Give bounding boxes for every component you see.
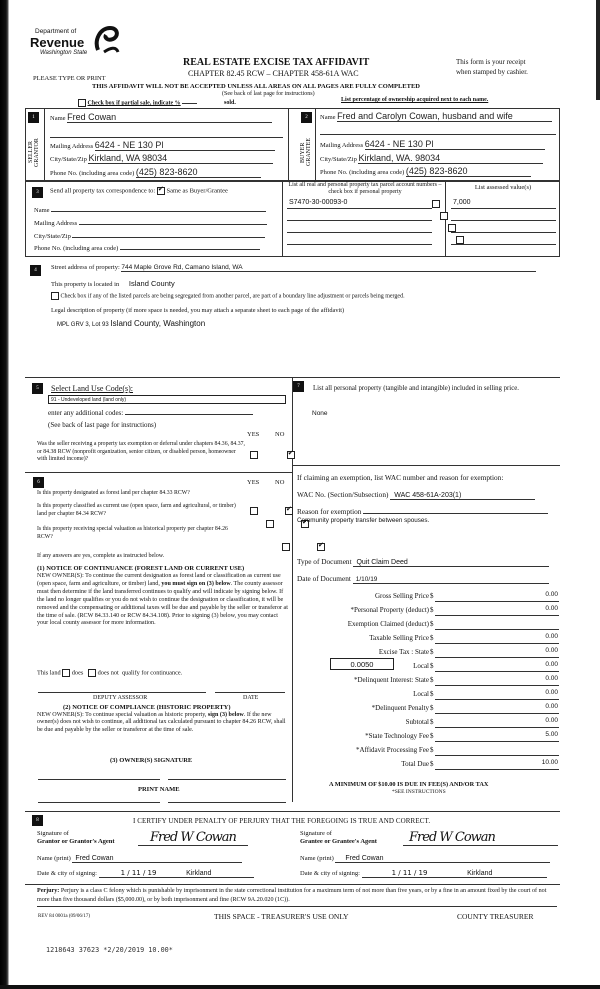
assessed-value-field[interactable] bbox=[451, 235, 556, 245]
scan-edge-right bbox=[596, 0, 600, 100]
segregated-row bbox=[51, 292, 405, 300]
grantor-date-label: Date & city of signing: bbox=[37, 870, 97, 877]
date-label: DATE bbox=[243, 695, 259, 701]
seller-label: SELLER bbox=[28, 141, 34, 164]
section-6-question: Is this property receiving special valuation as historical property per chapter 84.26 RCW? bbox=[37, 526, 228, 540]
fee-row bbox=[300, 634, 560, 644]
grantor-date-row bbox=[37, 869, 254, 878]
perjury-bold: Perjury: bbox=[37, 888, 60, 894]
send-correspondence bbox=[50, 187, 228, 195]
fee-row bbox=[300, 746, 560, 756]
personal-property-value[interactable]: None bbox=[312, 410, 328, 417]
does-not-checkbox[interactable] bbox=[88, 669, 96, 677]
additional-codes-field[interactable] bbox=[125, 414, 253, 415]
print-name-label: PRINT NAME bbox=[138, 786, 180, 793]
fee-underline bbox=[435, 713, 559, 714]
dor-swirl-icon bbox=[94, 26, 120, 54]
corr-phone-row bbox=[34, 245, 260, 252]
fee-underline bbox=[435, 671, 559, 672]
grantee-date-label: Date & city of signing: bbox=[300, 870, 360, 877]
fee-label: *Delinquent Interest: State bbox=[353, 676, 429, 684]
buyer-side-label bbox=[300, 130, 312, 175]
personal-property-checkbox[interactable] bbox=[440, 212, 448, 220]
corr-mailing-row bbox=[34, 220, 267, 227]
section-divider bbox=[25, 811, 560, 812]
grantee-date-field[interactable] bbox=[362, 869, 547, 878]
fee-row bbox=[300, 648, 560, 658]
divider bbox=[315, 108, 316, 181]
fee-row bbox=[300, 662, 560, 672]
print-name-line-2 bbox=[168, 802, 286, 803]
street-label: Street address of property: bbox=[51, 264, 120, 271]
doc-type-field[interactable]: Quit Claim Deed bbox=[353, 559, 549, 567]
partial-sale bbox=[78, 99, 197, 107]
minimum-note: A MINIMUM OF $10.00 IS DUE IN FEE(S) AND/OR TAX bbox=[329, 781, 489, 788]
seller-side-label bbox=[28, 130, 40, 175]
land-use-title: Select Land Use Code(s): bbox=[51, 384, 133, 393]
fee-value[interactable]: 0.00 bbox=[545, 661, 558, 668]
grantor-name-label: Name (print) bbox=[37, 855, 71, 862]
reason-row bbox=[297, 507, 548, 516]
seller-phone-label: Phone No. (including area code) bbox=[50, 170, 135, 177]
buyer-phone-row bbox=[320, 166, 531, 177]
doc-date-label: Date of Document bbox=[297, 574, 351, 583]
notice1-title: (1) NOTICE OF CONTINUANCE (FOREST LAND OR CURRENT USE) bbox=[37, 565, 245, 572]
logo-line1: Department of bbox=[35, 28, 77, 35]
fee-underline bbox=[435, 643, 559, 644]
send-label: Send all property tax correspondence to: bbox=[50, 187, 156, 195]
fee-label: Exemption Claimed (deduct) bbox=[347, 620, 429, 628]
fee-label: Local bbox=[413, 690, 429, 698]
seller-mailing-field[interactable]: 6424 - NE 130 Pl bbox=[95, 140, 275, 151]
notice2-title: (2) NOTICE OF COMPLIANCE (HISTORIC PROPERTY) bbox=[63, 704, 231, 711]
currency-symbol: $ bbox=[430, 606, 434, 614]
fee-label: Local bbox=[413, 662, 429, 670]
partial-sale-label: Check box if partial sale, indicate % bbox=[87, 100, 181, 107]
street-field[interactable]: 744 Maple Grove Rd, Camano Island, WA bbox=[121, 264, 536, 272]
buyer-phone-label: Phone No. (including area code) bbox=[320, 169, 405, 176]
owner-signature-line-1 bbox=[38, 779, 160, 780]
logo-line3: Washington State bbox=[40, 50, 88, 56]
assessed-value-field[interactable] bbox=[451, 211, 556, 221]
notice1-text-a: NEW OWNER(S): To continue the current designation as forest land or classification as current use (open space, farm and agriculture, or timber) land, bbox=[37, 573, 281, 587]
grantee-sig-label-1: Signature of bbox=[300, 830, 332, 837]
treasurer-stamp: 1218643 37623 *2/20/2019 10.00* bbox=[46, 946, 173, 954]
buyer-label: BUYER bbox=[300, 142, 306, 163]
buyer-name-label: Name bbox=[320, 114, 336, 121]
grantor-label: GRANTOR bbox=[34, 138, 40, 167]
fee-row bbox=[300, 732, 560, 742]
exemption-question: Was the seller receiving a property tax exemption or deferral under chapters 84.36, 84.37, or 84.38 RCW (nonprofit organization, senior citizen, or disabled person, homeowner with limited income)? bbox=[37, 441, 245, 462]
corr-city-label: City/State/Zip bbox=[34, 233, 71, 240]
fee-value[interactable]: 5.00 bbox=[545, 731, 558, 738]
section-1-number: 1 bbox=[28, 112, 39, 123]
section-5-number: 5 bbox=[32, 383, 43, 394]
see-back-5: (See back of last page for instructions) bbox=[48, 421, 157, 429]
notice2-text-b: . If the new owner(s) does not wish to continue, all additional tax calculated pursuant to chapter 84.26 RCW, shall be due and payable by the seller or transferor at the time of sale. bbox=[37, 712, 286, 733]
yes-checkbox[interactable] bbox=[250, 507, 258, 515]
partial-sale-percent[interactable] bbox=[182, 103, 197, 104]
receipt-note-1: This form is your receipt bbox=[456, 58, 526, 66]
logo-line2: Revenue bbox=[30, 35, 85, 50]
qualify-label: qualify for continuance. bbox=[121, 669, 183, 677]
corr-name-row bbox=[34, 207, 266, 214]
grantee-date-row bbox=[300, 869, 547, 878]
segregated-checkbox[interactable] bbox=[51, 292, 59, 300]
seller-mailing-label: Mailing Address bbox=[50, 143, 94, 150]
corr-name-label: Name bbox=[34, 207, 50, 214]
this-land-label: This land bbox=[37, 669, 61, 677]
fee-label: *Personal Property (deduct) bbox=[350, 606, 429, 614]
grantor-sig-label-2: Grantor or Grantor's Agent bbox=[37, 838, 115, 845]
form-number: REV 84 0001a (09/06/17) bbox=[38, 914, 90, 919]
buyer-mailing-label: Mailing Address bbox=[320, 142, 364, 149]
grantee-city-value: Kirkland bbox=[467, 870, 493, 877]
buyer-city-field[interactable]: Kirkland, WA. 98034 bbox=[358, 153, 543, 164]
personal-property-checkbox[interactable] bbox=[432, 200, 440, 208]
fee-row bbox=[300, 704, 560, 714]
does-label: does bbox=[71, 669, 84, 677]
seller-city-row bbox=[50, 153, 273, 164]
notice2-text-a: NEW OWNER(S): To continue special valuation as historic property, bbox=[37, 712, 208, 718]
seller-city-field[interactable]: Kirkland, WA 98034 bbox=[88, 153, 273, 164]
yes-checkbox[interactable] bbox=[282, 543, 290, 551]
county-label: This property is located in bbox=[51, 281, 120, 288]
buyer-name-row bbox=[320, 111, 552, 122]
currency-symbol: $ bbox=[430, 592, 434, 600]
fee-row bbox=[300, 718, 560, 728]
fee-underline bbox=[435, 685, 559, 686]
see-instructions: *SEE INSTRUCTIONS bbox=[392, 789, 446, 795]
corr-city-field[interactable] bbox=[72, 237, 265, 238]
does-not-label: does not bbox=[97, 669, 119, 677]
grantee-sig-label-2: Grantee or Grantee's Agent bbox=[300, 838, 377, 845]
fee-value[interactable]: 0.00 bbox=[545, 703, 558, 710]
fee-value[interactable]: 0.00 bbox=[545, 675, 558, 682]
reason-value[interactable]: Community property transfer between spouses. bbox=[297, 517, 430, 524]
fee-label: *Delinquent Penalty bbox=[371, 704, 429, 712]
seller-name-row bbox=[50, 112, 285, 123]
grantor-signature-text: Fred W Cowan bbox=[150, 830, 236, 845]
corr-city-row bbox=[34, 233, 265, 240]
column-divider bbox=[292, 377, 293, 802]
fee-underline bbox=[435, 615, 559, 616]
wac-row bbox=[297, 490, 535, 500]
fee-value[interactable]: 0.00 bbox=[545, 689, 558, 696]
section-6-question: Is this property designated as forest land per chapter 84.33 RCW? bbox=[37, 490, 190, 496]
if-yes-note: If any answers are yes, complete as instructed below. bbox=[37, 553, 165, 559]
please-type: PLEASE TYPE OR PRINT bbox=[33, 75, 106, 82]
legal-part1: MPL GRV 3, Lot 93 bbox=[57, 322, 109, 328]
fee-label: Taxable Selling Price bbox=[369, 634, 429, 642]
scan-edge-bottom bbox=[0, 985, 600, 989]
personal-property-label: List all personal property (tangible and intangible) included in selling price. bbox=[313, 385, 519, 392]
fee-underline bbox=[435, 699, 559, 700]
fee-label: Subtotal bbox=[405, 718, 429, 726]
corr-mailing-field[interactable] bbox=[79, 224, 267, 225]
section-divider bbox=[25, 884, 560, 885]
currency-symbol: $ bbox=[430, 634, 434, 642]
same-as-buyer-checkbox[interactable] bbox=[157, 187, 165, 195]
grantee-signature-text: Fred W Cowan bbox=[409, 830, 495, 845]
currency-symbol: $ bbox=[430, 746, 434, 754]
does-checkbox[interactable] bbox=[62, 669, 70, 677]
section-divider bbox=[37, 906, 557, 907]
sold-label: sold. bbox=[224, 100, 236, 106]
grantee-name-label: Name (print) bbox=[300, 855, 334, 862]
grantee-name-field[interactable]: Fred Cowan bbox=[335, 855, 550, 863]
fee-label: Gross Selling Price bbox=[374, 592, 429, 600]
legal-description[interactable] bbox=[57, 319, 205, 328]
grantor-city-value: Kirkland bbox=[186, 870, 212, 877]
assessor-date-line bbox=[215, 692, 285, 693]
section-6-number: 6 bbox=[33, 477, 44, 488]
fee-underline bbox=[435, 755, 559, 756]
grantee-date-value: 1 / 11 / 19 bbox=[391, 869, 428, 877]
doc-type-row bbox=[297, 557, 549, 567]
yes-header-5: YES bbox=[247, 431, 260, 438]
parcel-number-field[interactable] bbox=[287, 223, 432, 233]
grantor-date-value: 1 / 11 / 19 bbox=[120, 869, 157, 877]
currency-symbol: $ bbox=[430, 662, 434, 670]
treasurer-use: THIS SPACE - TREASURER'S USE ONLY bbox=[214, 912, 349, 921]
seller-mailing-row bbox=[50, 140, 275, 151]
continuance-row bbox=[37, 669, 182, 677]
fee-underline bbox=[435, 601, 559, 602]
legal-label: Legal description of property (if more space is needed, you may attach a separate sheet to each page of the affidavit) bbox=[51, 307, 345, 314]
fee-value[interactable]: 0.00 bbox=[545, 605, 558, 612]
corr-name-field[interactable] bbox=[51, 211, 266, 212]
section-7-number: 7 bbox=[293, 381, 304, 392]
section-6-question: Is this property classified as current use (open space, farm and agricultural, or timber) land per chapter 84.34 RCW? bbox=[37, 503, 236, 517]
buyer-city-label: City/State/Zip bbox=[320, 156, 357, 163]
additional-codes-row bbox=[48, 409, 253, 417]
currency-symbol: $ bbox=[430, 760, 434, 768]
ownership-note: List percentage of ownership acquired next to each name. bbox=[341, 97, 489, 103]
seller-phone-field[interactable]: (425) 823-8620 bbox=[136, 167, 261, 178]
fee-underline bbox=[435, 769, 559, 770]
doc-date-row bbox=[297, 574, 549, 584]
buyer-mailing-field[interactable]: 6424 - NE 130 Pl bbox=[365, 139, 545, 150]
divider bbox=[282, 181, 283, 257]
reason-label: Reason for exemption bbox=[297, 507, 362, 516]
local-rate-box[interactable]: 0.0050 bbox=[330, 658, 394, 670]
fee-row bbox=[300, 690, 560, 700]
fee-label: Total Due bbox=[401, 760, 429, 768]
buyer-mailing-row bbox=[320, 139, 545, 150]
fee-underline bbox=[435, 629, 559, 630]
grantor-date-field[interactable] bbox=[99, 869, 254, 878]
grantee-signature[interactable] bbox=[403, 830, 558, 846]
fee-underline bbox=[435, 657, 559, 658]
grantor-name-row bbox=[37, 855, 242, 863]
currency-symbol: $ bbox=[430, 718, 434, 726]
currency-symbol: $ bbox=[430, 690, 434, 698]
assessed-header: List assessed value(s) bbox=[474, 184, 532, 191]
buyer-name-field[interactable]: Fred and Carolyn Cowan, husband and wife bbox=[337, 111, 552, 122]
currency-symbol: $ bbox=[430, 732, 434, 740]
exemption-yes-checkbox[interactable] bbox=[250, 451, 258, 459]
owner-signature-title: (3) OWNER(S) SIGNATURE bbox=[110, 757, 193, 764]
exemption-no-checkbox[interactable] bbox=[287, 451, 295, 459]
yes-checkbox[interactable] bbox=[266, 520, 274, 528]
print-name-line-1 bbox=[38, 802, 160, 803]
notice2-text bbox=[37, 712, 289, 734]
fee-row bbox=[300, 760, 560, 770]
form-subtitle: CHAPTER 82.45 RCW – CHAPTER 458-61A WAC bbox=[188, 69, 359, 78]
section-divider bbox=[292, 465, 560, 466]
divider bbox=[44, 108, 45, 181]
same-as-label: Same as Buyer/Grantee bbox=[166, 187, 228, 195]
segregated-label: Check box if any of the listed parcels are being segregated from another parcel, are part of a boundary line adjustment or parcels being merged. bbox=[60, 293, 405, 300]
reason-line bbox=[363, 513, 548, 514]
parcel-number-field[interactable] bbox=[287, 235, 432, 245]
deputy-assessor-label: DEPUTY ASSESSOR bbox=[93, 695, 148, 701]
parcel-number-field[interactable]: S7470-30-00093-0 bbox=[287, 199, 432, 209]
seller-name-label: Name bbox=[50, 115, 66, 122]
no-header-5: NO bbox=[275, 431, 285, 438]
county-field[interactable]: Island County bbox=[128, 279, 175, 288]
doc-type-label: Type of Document bbox=[297, 557, 352, 566]
buyer-name-line-2 bbox=[320, 134, 556, 135]
seller-name-line-2 bbox=[50, 137, 283, 138]
street-row bbox=[51, 264, 536, 272]
grantor-sig-label bbox=[37, 830, 115, 846]
notice1-bold: you must sign on (3) below bbox=[161, 580, 231, 587]
assessed-value-field[interactable] bbox=[451, 223, 556, 233]
section-divider bbox=[25, 472, 292, 473]
currency-symbol: $ bbox=[430, 676, 434, 684]
parcel-header: List all real and personal property tax parcel account numbers – check box if personal property bbox=[288, 182, 442, 195]
fee-row bbox=[300, 592, 560, 602]
receipt-note-2: when stamped by cashier. bbox=[456, 68, 528, 76]
wac-label: WAC No. (Section/Subsection) bbox=[297, 490, 389, 499]
currency-symbol: $ bbox=[430, 704, 434, 712]
see-back-note: (See back of last page for instructions) bbox=[222, 91, 315, 97]
corr-phone-label: Phone No. (including area code) bbox=[34, 245, 119, 252]
owner-signature-line-2 bbox=[168, 779, 286, 780]
seller-phone-row bbox=[50, 167, 261, 178]
no-checkbox[interactable] bbox=[317, 543, 325, 551]
divider bbox=[288, 108, 289, 181]
legal-part2: Island County, Washington bbox=[110, 319, 206, 328]
partial-sale-checkbox[interactable] bbox=[78, 99, 86, 107]
buyer-phone-field[interactable]: (425) 823-8620 bbox=[406, 166, 531, 177]
section-8-number: 8 bbox=[32, 815, 43, 826]
fee-value[interactable]: 0.00 bbox=[545, 591, 558, 598]
fee-row bbox=[300, 676, 560, 686]
fee-label: Excise Tax : State bbox=[378, 648, 429, 656]
wac-field[interactable]: WAC 458-61A-203(1) bbox=[390, 492, 535, 500]
buyer-city-row bbox=[320, 153, 543, 164]
section-2-number: 2 bbox=[301, 112, 312, 123]
notice1-text bbox=[37, 573, 289, 628]
grantee-sig-label bbox=[300, 830, 377, 846]
form-title: REAL ESTATE EXCISE TAX AFFIDAVIT bbox=[183, 57, 370, 68]
county-row bbox=[51, 279, 175, 288]
assessed-value-field[interactable]: 7,000 bbox=[451, 199, 556, 209]
fee-value[interactable]: 0.00 bbox=[545, 647, 558, 654]
seller-name-field[interactable]: Fred Cowan bbox=[67, 112, 272, 123]
county-treasurer: COUNTY TREASURER bbox=[457, 912, 534, 921]
no-checkbox[interactable] bbox=[285, 507, 293, 515]
doc-date-field[interactable]: 1/10/19 bbox=[353, 576, 549, 584]
no-header-6: NO bbox=[275, 479, 285, 486]
fee-row bbox=[300, 620, 560, 630]
yes-header-6: YES bbox=[247, 479, 260, 486]
fee-value[interactable]: 0.00 bbox=[545, 633, 558, 640]
scan-edge-left bbox=[0, 0, 9, 989]
grantor-signature[interactable] bbox=[138, 830, 248, 846]
certify-statement: I CERTIFY UNDER PENALTY OF PERJURY THAT THE FOREGOING IS TRUE AND CORRECT. bbox=[133, 817, 431, 825]
dor-logo bbox=[30, 28, 120, 68]
fee-underline bbox=[435, 727, 559, 728]
currency-symbol: $ bbox=[430, 620, 434, 628]
fee-label: *State Technology Fee bbox=[365, 732, 429, 740]
perjury-note bbox=[37, 887, 557, 905]
section-4-number: 4 bbox=[30, 265, 41, 276]
perjury-text: Perjury is a class C felony which is punishable by imprisonment in the state correctional institution for a maximum term of not more than five years, or by a fine in an amount fixed by the court of not more than five thousand dollars ($5,000.00), or by both imprisonment and fine (RCW 9A.20.020 (1C)). bbox=[37, 888, 547, 903]
corr-phone-field[interactable] bbox=[120, 249, 260, 250]
currency-symbol: $ bbox=[430, 648, 434, 656]
notice1-text-b: . The county assessor must then determine if the land transferred continues to qualify and will indicate by signing below. If the land no longer qualifies or you do not wish to continue the designation or classification, it will be removed and the compensating or additional taxes will be due and payable by the seller or transferor at the time of sale. (RCW 84.33.140 or RCW 84.34.108). Prior to signing (3) below, you may contact your local county assessor for more information. bbox=[37, 580, 288, 627]
section-3-number: 3 bbox=[32, 187, 43, 198]
grantee-name-row bbox=[300, 855, 550, 863]
grantor-sig-label-1: Signature of bbox=[37, 830, 69, 837]
warning-text: THIS AFFIDAVIT WILL NOT BE ACCEPTED UNLESS ALL AREAS ON ALL PAGES ARE FULLY COMPLETED bbox=[92, 83, 420, 90]
land-use-select[interactable]: 91 - Undeveloped land (land only) bbox=[48, 395, 286, 404]
fee-value[interactable]: 0.00 bbox=[545, 717, 558, 724]
exemption-label: If claiming an exemption, list WAC number and reason for exemption: bbox=[297, 473, 504, 482]
grantor-name-field[interactable]: Fred Cowan bbox=[72, 855, 242, 863]
fee-underline bbox=[435, 741, 559, 742]
notice2-bold: sign (3) below bbox=[207, 712, 244, 718]
additional-codes-label: enter any additional codes: bbox=[48, 409, 124, 417]
grantee-label: GRANTEE bbox=[306, 138, 312, 167]
seller-city-label: City/State/Zip bbox=[50, 156, 87, 163]
parcel-number-field[interactable] bbox=[287, 211, 432, 221]
assessor-signature-line bbox=[38, 692, 206, 693]
fee-value[interactable]: 10.00 bbox=[541, 759, 558, 766]
fee-label: *Affidavit Processing Fee bbox=[356, 746, 429, 754]
corr-mailing-label: Mailing Address bbox=[34, 220, 78, 227]
fee-row bbox=[300, 606, 560, 616]
